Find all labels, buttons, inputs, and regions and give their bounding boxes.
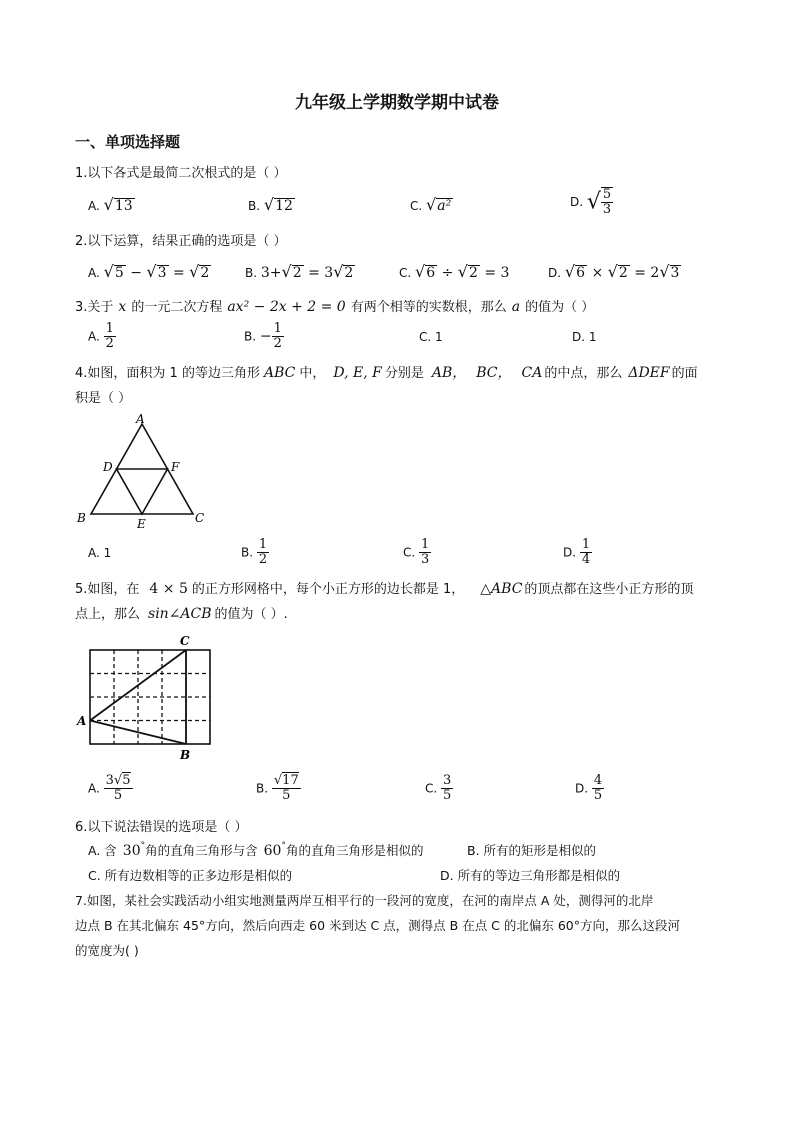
math-text: = 3 [479,265,510,281]
fraction: $\frac{1}{3}$ [421,537,430,567]
radicand: 2 [344,265,354,281]
question-4-stem: 4.如图，面积为 1 的等边三角形 ABC 中， D, E, F 分别是 AB， BC， CA 的中点，那么 ΔDEF 的面 [75,365,698,381]
option-label: C. [403,545,416,560]
fraction: $\frac{1}{2}$ [105,321,114,351]
question-5-stem: 5.如图，在 4 × 5 的正方形网格中，每个小正方形的边长都是 1， △ABC 的顶点都在这些小正方形的顶 [75,581,694,597]
question-4-stem-line2: 积是（ ） [75,391,132,406]
triangle-def [117,469,168,514]
q1-option-b[interactable] [248,195,295,214]
question-2-stem: 2.以下运算，结果正确的选项是（ ） [75,234,287,249]
q2-option-b[interactable]: B. 3+√2 = 3√2 [245,262,354,281]
q5-option-c[interactable] [425,774,453,803]
fraction: $\frac{1}{4}$ [581,537,591,567]
q4-option-a[interactable]: A. 1 [88,546,112,560]
equilateral-triangle-figure [72,410,212,535]
q4-option-b[interactable] [241,538,269,567]
q3-option-b[interactable]: B. − $\frac{1}{2}$ [244,321,282,351]
option-label: C. [410,199,423,213]
q6-option-b[interactable]: B. 所有的矩形是相似的 [467,843,597,858]
sqrt-icon: √ [263,195,275,214]
fraction: $\frac{3}{5}$ [443,773,452,803]
option-label: B. [245,266,258,280]
vertex-label-c: C [195,511,205,525]
question-1-stem: 1.以下各式是最简二次根式的是（ ） [75,166,287,181]
option-label: D. [575,781,589,796]
option-label: D. [563,545,577,560]
radicand: 2 [618,265,628,281]
option-label: B. [256,781,269,796]
option-label: B. [244,329,257,344]
page-title: 九年级上学期数学期中试卷 [295,93,499,113]
q4-option-c[interactable] [403,538,431,567]
radicand: 6 [576,265,586,281]
q1-option-a[interactable] [88,195,135,214]
option-label: A. [88,199,100,213]
q1-option-c[interactable] [410,195,453,214]
vertex-label-d: D [103,460,113,474]
fraction: $\frac{4}{5}$ [593,773,603,803]
q1-option-d[interactable] [570,187,613,217]
question-7-stem-line2: 边点 B 在其北偏东 45°方向，然后向西走 60 米到达 C 点，测得点 B 在点 C 的北偏东 60°方向，那么这段河 [75,918,681,933]
question-5-stem-line2: 点上，那么 sin∠ACB 的值为（ ）. [75,606,288,622]
math-text: = 3 [303,265,334,281]
q5-option-d[interactable] [575,774,604,803]
radicand: 12 [275,198,293,214]
q3-option-a[interactable] [88,322,116,351]
radicand: 6 [426,265,436,281]
option-label: D. [570,195,584,209]
vertex-label-a: A [77,714,87,728]
q4-option-d[interactable] [563,538,592,567]
math-text: = 2 [629,265,660,281]
vertex-label-f: F [171,460,180,474]
square-grid-figure [74,632,216,762]
math-text: 3+ [260,265,282,281]
option-label: A. [88,266,100,280]
q6-option-a[interactable]: A. 含 30°角的直角三角形与含 60°角的直角三角形是相似的 [88,841,424,859]
grid-dashed-lines [90,650,210,744]
vertex-label-c: C [180,634,190,648]
fraction: $\frac{3√5}{5}$ [105,773,131,803]
question-7-stem-line3: 的宽度为( ) [75,943,139,958]
sqrt-icon: √ [426,195,437,214]
radicand: 2 [200,265,210,281]
radicand: 2 [292,265,302,281]
q5-option-b[interactable] [256,774,301,803]
fraction: $\frac{√17}{5}$ [273,773,299,803]
option-label: A. [88,781,100,796]
vertex-label-e: E [137,517,146,531]
q6-option-c[interactable]: C. 所有边数相等的正多边形是相似的 [88,868,293,883]
question-7-stem-line1: 7.如图，某社会实践活动小组实地测量两岸互相平行的一段河的宽度，在河的南岸点 A 处，测得河的北岸 [75,893,654,908]
vertex-label-a: A [136,412,145,426]
fraction: $\frac{1}{2}$ [258,537,268,567]
q2-option-a[interactable]: A. √5 − √3 = √2 [88,262,210,281]
question-3-stem: 3.关于 x 的一元二次方程 ax² − 2x + 2 = 0 有两个相等的实数根，那么 a 的值为（ ） [75,299,595,315]
option-label: C. [425,781,438,796]
q5-option-a[interactable] [88,774,133,803]
question-6-stem: 6.以下说法错误的选项是（ ） [75,820,248,835]
option-label: D. [548,266,562,280]
sqrt-icon: √ [586,189,601,215]
radicand: 13 [114,198,133,214]
q6-option-d[interactable]: D. 所有的等边三角形都是相似的 [440,868,621,883]
radicand: 3 [670,265,680,281]
radicand: a² [437,198,452,214]
option-label: C. [399,266,412,280]
fraction: $\frac{1}{2}$ [273,321,282,351]
option-label: A. [88,329,100,344]
q3-option-d[interactable]: D. 1 [572,330,597,344]
option-label: B. [241,545,254,560]
fraction: $\frac{5}{3}$ [602,187,612,217]
q3-option-c[interactable]: C. 1 [419,330,443,344]
sqrt-icon: √ [103,195,114,214]
option-label: B. [248,199,261,213]
radicand: 3 [157,265,167,281]
radicand: 5 [114,265,124,281]
q2-option-d[interactable]: D. √6 × √2 = 2√3 [548,262,680,281]
vertex-label-b: B [180,748,191,762]
vertex-label-b: B [77,511,86,525]
radicand: 2 [469,265,478,281]
q2-option-c[interactable]: C. √6 ÷ √2 = 3 [399,262,510,281]
section-heading: 一、单项选择题 [75,133,181,151]
